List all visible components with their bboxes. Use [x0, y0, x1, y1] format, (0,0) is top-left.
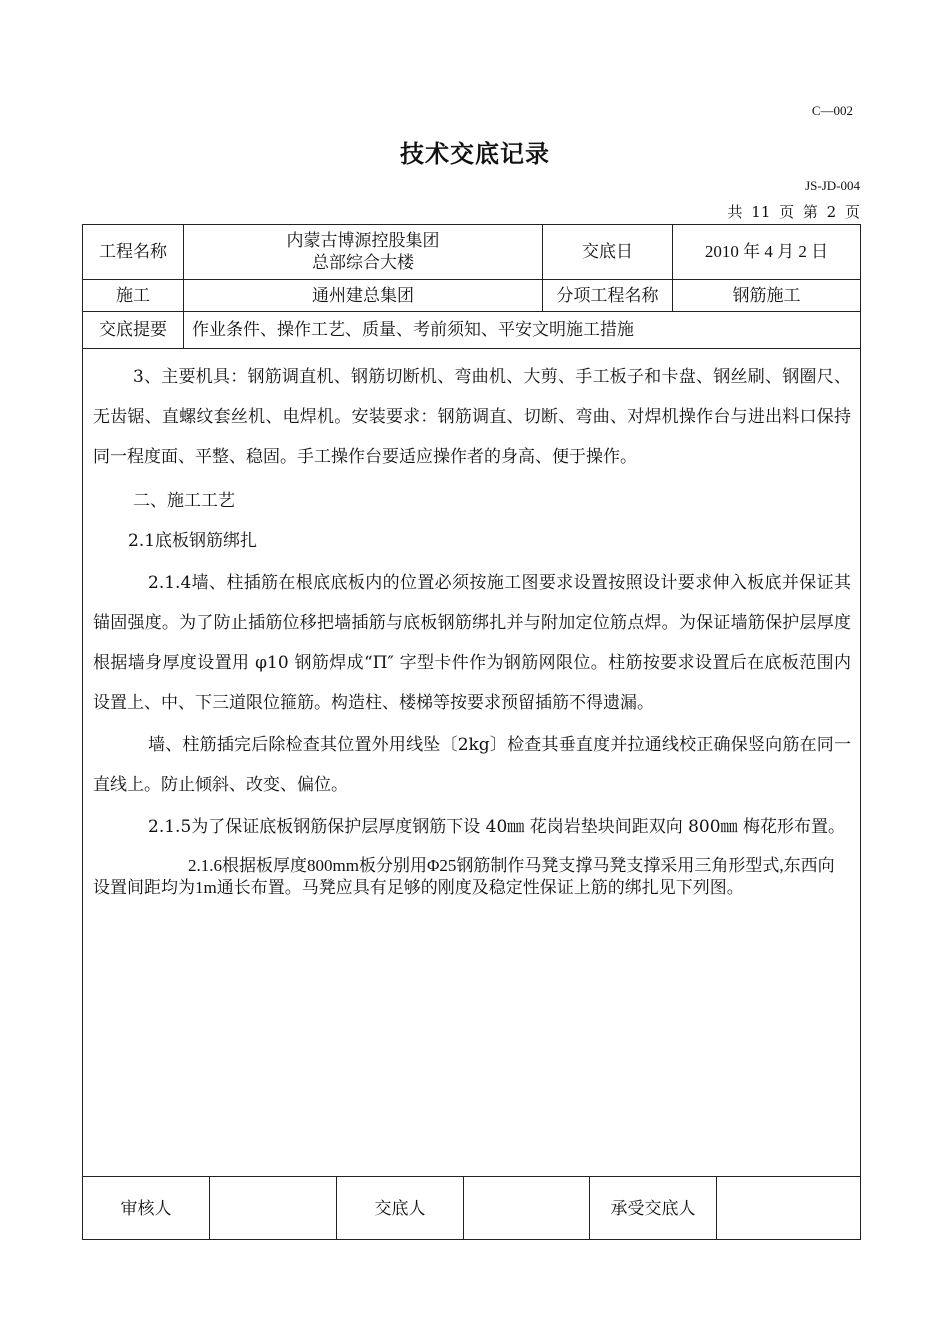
paragraph-2-1-4: 2.1.4墙、柱插筋在根底底板内的位置必须按施工图要求设置按照设计要求伸入板底并保证其锚固强度。为了防止插筋位移把墙插筋与底板钢筋绑扎并与附加定位筋点焊。为保证墙筋保护层厚度根据墙身厚度设置用 φ10 钢筋焊成“Π″ 字型卡件作为钢筋网限位。柱筋按要求设置后在底板范围内设置上、中、下三道限位箍筋。构造柱、楼梯等按要求预留插筋不得遗漏。 [93, 573, 851, 713]
reviewer-label: 审核人 [120, 1198, 172, 1219]
paragraph-2-1-5: 2.1.5为了保证底板钢筋保护层厚度钢筋下设 40㎜ 花岗岩垫块间距双向 800㎜ 梅花形布置。 [148, 817, 845, 837]
document-number: JS-JD-004 [805, 178, 860, 193]
reviewer-signature[interactable] [210, 1177, 336, 1240]
project-name-value [184, 225, 542, 279]
subsection-heading: 2.1底板钢筋绑扎 [128, 531, 258, 551]
content-body [93, 349, 851, 916]
contractor-value: 通州建总集团 [312, 285, 414, 306]
project-name-line1: 内蒙古博源控股集团 [286, 231, 440, 251]
receiver-label: 承受交底人 [610, 1198, 696, 1219]
contractor-label: 施工 [116, 285, 150, 306]
page-info: 共 11 页 第 2 页 [727, 203, 860, 221]
record-table [82, 224, 861, 1240]
summary-value: 作业条件、操作工艺、质量、考前须知、平安文明施工措施 [192, 320, 634, 340]
subproject-label: 分项工程名称 [556, 285, 659, 306]
page-title: 技术交底记录 [400, 139, 550, 168]
project-name-line2: 总部综合大楼 [312, 253, 414, 273]
form-code: C—002 [811, 103, 853, 118]
date-label: 交底日 [582, 242, 633, 262]
presenter-signature[interactable] [464, 1177, 589, 1240]
paragraph-tools: 3、主要机具：钢筋调直机、钢筋切断机、弯曲机、大剪、手工板子和卡盘、钢丝刷、钢圈尺、无齿锯、直螺纹套丝机、电焊机。安装要求：钢筋调直、切断、弯曲、对焊机操作台与进出料口保持同一程度面、平整、稳固。手工操作台要适应操作者的身高、便于操作。 [93, 367, 851, 467]
date-value: 2010 年 4 月 2 日 [704, 242, 829, 261]
summary-label: 交底提要 [99, 320, 167, 340]
presenter-label: 交底人 [374, 1198, 426, 1219]
subproject-value: 钢筋施工 [732, 285, 801, 306]
paragraph-2-1-6: 2.1.6根据板厚度800mm板分别用Φ25钢筋制作马凳支撑马凳支撑采用三角形型式,东西向设置间距均为1m通长布置。马凳应具有足够的刚度及稳定性保证上筋的绑扎见下列图。 [93, 856, 835, 897]
paragraph-wall-column: 墙、柱筋插完后除检查其位置外用线坠〔2kg〕检查其垂直度并拉通线校正确保竖向筋在同一直线上。防止倾斜、改变、偏位。 [93, 735, 851, 795]
receiver-signature[interactable] [717, 1177, 860, 1240]
section-heading: 二、施工工艺 [133, 491, 235, 511]
project-name-label: 工程名称 [99, 242, 167, 262]
